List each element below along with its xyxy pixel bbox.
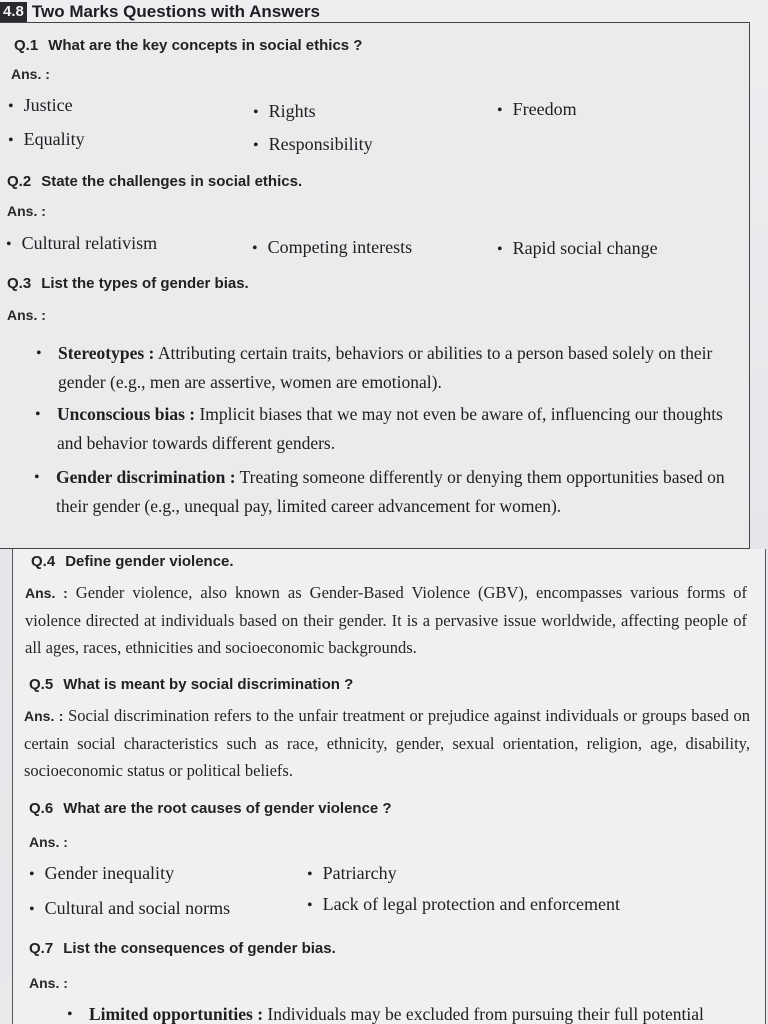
question-3 — [7, 275, 249, 292]
question-number: Q.6 — [29, 800, 54, 817]
list-item: • Justice — [8, 95, 73, 115]
question-text: Define gender violence. — [65, 553, 234, 570]
list-item: • Competing interests — [252, 237, 413, 257]
definition-item: • Gender discrimination : Treating someone differently or denying them opportunities based on their gender (e.g., unequal pay, limited career advancement for women). — [34, 467, 725, 516]
list-item: • Gender inequality — [29, 863, 175, 883]
question-text: What are the key concepts in social ethics ? — [48, 37, 363, 54]
definition-item: • Limited opportunities : Individuals may be excluded from pursuing their full potential — [67, 1004, 704, 1024]
definition-term: Limited opportunities : — [89, 1004, 264, 1024]
answer-label: Ans. : — [7, 203, 46, 219]
question-5 — [29, 676, 353, 693]
list-item: • Cultural and social norms — [29, 898, 231, 918]
definition-text: Implicit biases that we may not even be aware of, influencing our thoughts and behavior towards different genders. — [57, 404, 723, 453]
section-header — [0, 0, 320, 24]
answer-label: Ans. : — [7, 307, 46, 323]
question-6 — [29, 800, 392, 817]
answer-label: Ans. : — [25, 585, 68, 601]
definition-term: Unconscious bias : — [57, 404, 196, 424]
question-number: Q.3 — [7, 275, 32, 292]
answer-label: Ans. : — [11, 66, 50, 82]
definition-text: Attributing certain traits, behaviors or abilities to a person based solely on their gender (e.g., men are assertive, women are emotional). — [58, 343, 713, 392]
definition-item: • Unconscious bias : Implicit biases that we may not even be aware of, influencing our thoughts and behavior towards different genders. — [35, 404, 723, 453]
list-item: • Lack of legal protection and enforcement — [307, 894, 620, 914]
definition-text: Treating someone differently or denying them opportunities based on their gender (e.g., unequal pay, limited career advancement for women). — [56, 467, 725, 516]
list-item: • Rights — [253, 101, 316, 121]
question-text: List the consequences of gender bias. — [63, 940, 336, 957]
question-number: Q.5 — [29, 676, 54, 693]
question-number: Q.4 — [31, 553, 56, 570]
definition-term: Gender discrimination : — [56, 467, 236, 487]
question-text: What are the root causes of gender violence ? — [63, 800, 392, 817]
section-number: 4.8 — [0, 2, 27, 22]
question-text: State the challenges in social ethics. — [41, 173, 303, 190]
answer-paragraph — [24, 702, 750, 784]
section-title: Two Marks Questions with Answers — [31, 2, 320, 21]
definition-item: • Stereotypes : Attributing certain traits, behaviors or abilities to a person based solely on their gender (e.g., men are assertive, women are emotional). — [36, 343, 713, 392]
question-1 — [14, 37, 362, 54]
answer-label: Ans. : — [24, 708, 64, 724]
qa-box-bottom — [12, 549, 766, 1024]
question-number: Q.1 — [14, 37, 39, 54]
question-2 — [7, 173, 302, 190]
list-item: • Cultural relativism — [6, 233, 158, 253]
answer-text: Social discrimination refers to the unfair treatment or prejudice against individuals or groups based on certain social characteristics such as race, ethnicity, gender, sexual orientation, religion, age, disability, socioeconomic status or political beliefs. — [24, 706, 750, 780]
question-text: List the types of gender bias. — [41, 275, 249, 292]
definition-term: Stereotypes : — [58, 343, 155, 363]
question-number: Q.2 — [7, 173, 32, 190]
answer-paragraph — [25, 579, 747, 661]
question-number: Q.7 — [29, 940, 54, 957]
list-item: • Responsibility — [253, 134, 373, 154]
question-text: What is meant by social discrimination ? — [63, 676, 354, 693]
list-item: • Rapid social change — [497, 238, 658, 258]
answer-label: Ans. : — [29, 975, 68, 991]
answer-label: Ans. : — [29, 834, 68, 850]
definition-text: Individuals may be excluded from pursuing their full potential — [267, 1004, 704, 1024]
qa-box-top — [0, 22, 750, 549]
list-item: • Freedom — [497, 99, 577, 119]
question-4 — [31, 553, 234, 570]
answer-text: Gender violence, also known as Gender-Based Violence (GBV), encompasses various forms of violence directed at individuals based on their gender. It is a pervasive issue worldwide, affecting people of all ages, races, ethnicities and socioeconomic backgrounds. — [25, 583, 747, 657]
question-7 — [29, 940, 336, 957]
list-item: • Equality — [8, 129, 85, 149]
list-item: • Patriarchy — [307, 863, 397, 883]
